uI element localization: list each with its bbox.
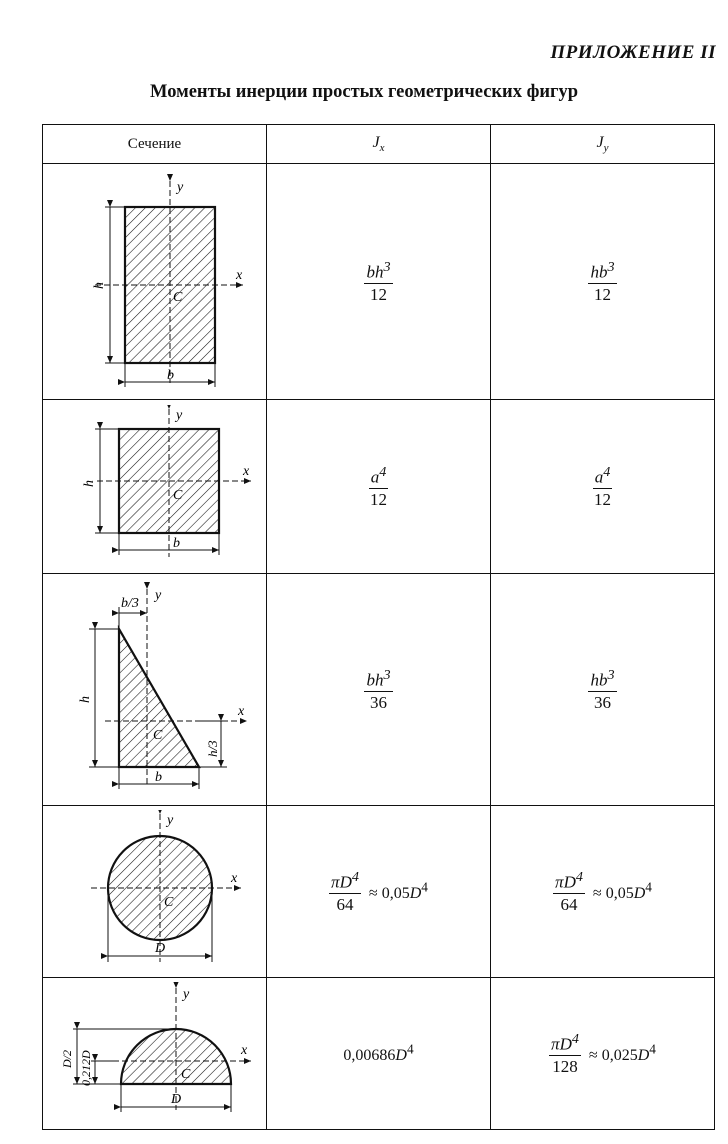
header-section: Сечение bbox=[43, 125, 267, 164]
jx-formula: $\frac{bh^3}{36}$ bbox=[366, 666, 391, 712]
page-title: Моменты инерции простых геометрических фигур bbox=[150, 82, 578, 102]
jx-cell bbox=[267, 978, 491, 1130]
centroid-label: C bbox=[163, 894, 173, 910]
jy-cell bbox=[491, 978, 715, 1130]
jy-formula: $\frac{hb^3}{12}$ bbox=[590, 258, 615, 304]
appendix-label: ПРИЛОЖЕНИЕ II bbox=[550, 42, 716, 63]
y-axis-label: y bbox=[182, 986, 189, 1002]
section-cell bbox=[43, 574, 267, 806]
y-axis-label: y bbox=[175, 407, 182, 423]
jx-cell bbox=[267, 574, 491, 806]
rectangle-figure bbox=[55, 169, 255, 395]
dimension-d-label: D bbox=[170, 1091, 181, 1107]
section-cell bbox=[43, 978, 267, 1130]
dimension-h-label: h bbox=[81, 479, 97, 487]
inertia-table bbox=[42, 124, 715, 1130]
jy-formula: $\frac{a^4}{12}$ bbox=[593, 463, 611, 509]
y-axis-label: y bbox=[166, 812, 173, 828]
jx-approx: ≈ $0,05D^4$ bbox=[368, 879, 428, 903]
section-cell bbox=[43, 806, 267, 978]
x-axis-label: x bbox=[230, 870, 237, 886]
jy-approx: ≈ $0,05D^4$ bbox=[592, 879, 652, 903]
dimension-b-label: b bbox=[172, 535, 180, 551]
dimension-0212d-label: 0,212D bbox=[78, 1049, 93, 1086]
x-axis-label: x bbox=[240, 1042, 247, 1058]
centroid-label: C bbox=[172, 487, 182, 503]
y-axis-label: y bbox=[176, 179, 183, 195]
y-axis-label: y bbox=[154, 587, 161, 603]
jx-formula: $\frac{\pi D^4}{64}$ bbox=[331, 868, 359, 914]
jx-cell bbox=[267, 400, 491, 574]
circle-figure bbox=[55, 810, 255, 974]
jx-cell bbox=[267, 164, 491, 400]
x-axis-label: x bbox=[237, 703, 244, 719]
triangle-figure bbox=[55, 579, 255, 801]
table-row bbox=[43, 806, 715, 978]
jx-cell bbox=[267, 806, 491, 978]
dimension-h-label: h bbox=[91, 281, 107, 289]
section-cell bbox=[43, 400, 267, 574]
jy-formula: $\frac{\pi D^4}{128}$ bbox=[551, 1030, 579, 1076]
dimension-d-label: D bbox=[154, 940, 165, 956]
header-jy: $J_y$ bbox=[491, 125, 715, 164]
dimension-h3-label: h/3 bbox=[204, 739, 220, 757]
jy-approx: ≈ $0,025D^4$ bbox=[588, 1041, 656, 1065]
jy-formula: $\frac{\pi D^4}{64}$ bbox=[555, 868, 583, 914]
x-axis-label: x bbox=[235, 267, 242, 283]
centroid-label: C bbox=[172, 289, 182, 305]
table-row bbox=[43, 400, 715, 574]
jy-cell bbox=[491, 574, 715, 806]
dimension-b-label: b bbox=[166, 367, 174, 383]
table-row bbox=[43, 574, 715, 806]
dimension-b-label: b bbox=[154, 769, 162, 785]
jy-cell bbox=[491, 806, 715, 978]
section-cell bbox=[43, 164, 267, 400]
centroid-label: C bbox=[152, 727, 162, 743]
dimension-b3-label: b/3 bbox=[120, 595, 139, 611]
table-row bbox=[43, 978, 715, 1130]
dimension-h-label: h bbox=[77, 695, 93, 703]
jx-formula: $\frac{bh^3}{12}$ bbox=[366, 258, 391, 304]
jy-formula: $\frac{hb^3}{36}$ bbox=[590, 666, 615, 712]
table-row bbox=[43, 164, 715, 400]
square-figure bbox=[55, 405, 255, 569]
table-header-row bbox=[43, 125, 715, 164]
centroid-label: C bbox=[180, 1066, 190, 1082]
jy-cell bbox=[491, 400, 715, 574]
jy-cell bbox=[491, 164, 715, 400]
jx-formula: $\frac{a^4}{12}$ bbox=[369, 463, 387, 509]
header-jx: $J_x$ bbox=[267, 125, 491, 164]
semicircle-figure bbox=[55, 982, 255, 1126]
dimension-d2-label: D/2 bbox=[59, 1049, 74, 1068]
jx-formula: $0,00686D^4$ bbox=[343, 1041, 414, 1065]
x-axis-label: x bbox=[242, 463, 249, 479]
